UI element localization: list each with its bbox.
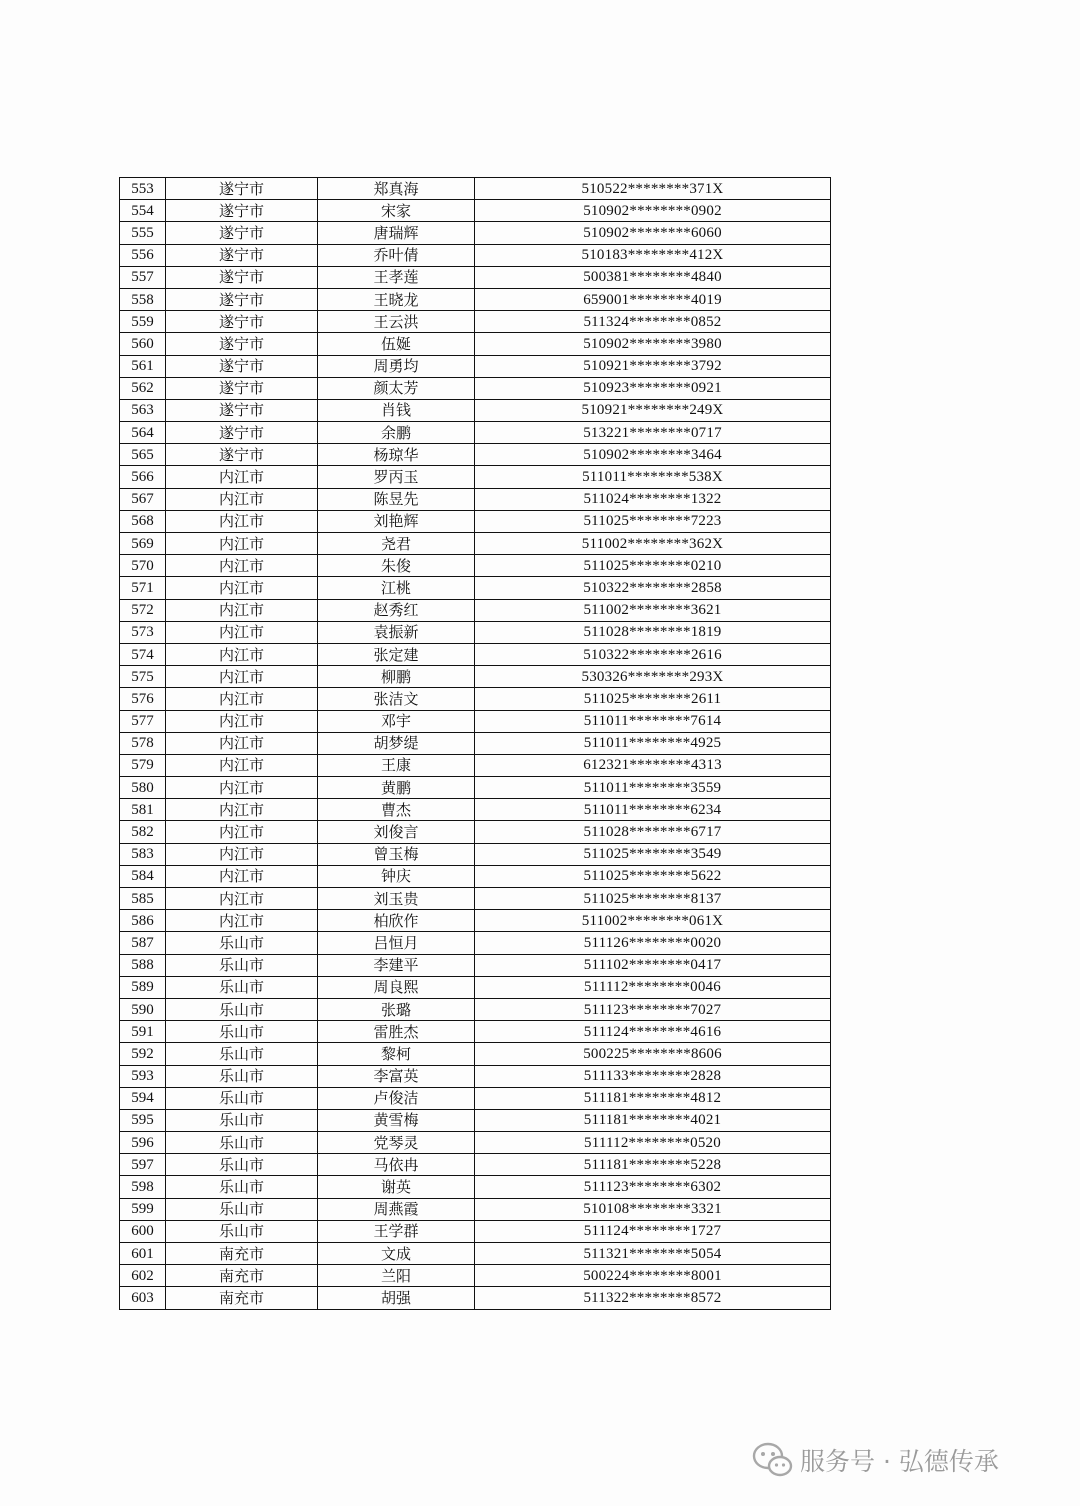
name-cell: 袁振新 [318, 621, 475, 643]
id-number-cell: 511321********5054 [475, 1243, 831, 1265]
name-cell: 王康 [318, 754, 475, 776]
id-number-cell: 511324********0852 [475, 311, 831, 333]
row-number-cell: 560 [120, 333, 166, 355]
table-row [120, 621, 831, 643]
id-number-cell: 511181********4021 [475, 1109, 831, 1131]
id-number-cell: 510921********3792 [475, 355, 831, 377]
id-number-cell: 513221********0717 [475, 422, 831, 444]
row-number-cell: 562 [120, 377, 166, 399]
roster-table-body [120, 178, 831, 1310]
id-number-cell: 500225********8606 [475, 1043, 831, 1065]
id-number-cell: 510522********371X [475, 178, 831, 200]
table-row [120, 288, 831, 310]
name-cell: 卢俊洁 [318, 1087, 475, 1109]
city-cell: 乐山市 [166, 1198, 318, 1220]
table-row [120, 821, 831, 843]
table-row [120, 333, 831, 355]
id-number-cell: 511025********7223 [475, 510, 831, 532]
row-number-cell: 582 [120, 821, 166, 843]
name-cell: 宋家 [318, 200, 475, 222]
id-number-cell: 510902********3464 [475, 444, 831, 466]
table-row [120, 1265, 831, 1287]
table-row [120, 599, 831, 621]
city-cell: 内江市 [166, 910, 318, 932]
table-row [120, 1087, 831, 1109]
table-row [120, 1176, 831, 1198]
row-number-cell: 561 [120, 355, 166, 377]
name-cell: 兰阳 [318, 1265, 475, 1287]
table-row [120, 222, 831, 244]
id-number-cell: 511011********538X [475, 466, 831, 488]
row-number-cell: 576 [120, 688, 166, 710]
name-cell: 曹杰 [318, 799, 475, 821]
city-cell: 内江市 [166, 754, 318, 776]
id-number-cell: 511112********0046 [475, 976, 831, 998]
table-row [120, 998, 831, 1020]
id-number-cell: 511011********7614 [475, 710, 831, 732]
id-number-cell: 510902********6060 [475, 222, 831, 244]
table-row [120, 710, 831, 732]
city-cell: 内江市 [166, 888, 318, 910]
row-number-cell: 593 [120, 1065, 166, 1087]
row-number-cell: 563 [120, 399, 166, 421]
city-cell: 遂宁市 [166, 422, 318, 444]
city-cell: 内江市 [166, 488, 318, 510]
table-row [120, 888, 831, 910]
city-cell: 乐山市 [166, 932, 318, 954]
city-cell: 内江市 [166, 732, 318, 754]
id-number-cell: 510322********2858 [475, 577, 831, 599]
city-cell: 乐山市 [166, 1021, 318, 1043]
id-number-cell: 511025********5622 [475, 865, 831, 887]
row-number-cell: 603 [120, 1287, 166, 1309]
city-cell: 内江市 [166, 688, 318, 710]
row-number-cell: 557 [120, 266, 166, 288]
city-cell: 遂宁市 [166, 266, 318, 288]
table-row [120, 910, 831, 932]
id-number-cell: 500381********4840 [475, 266, 831, 288]
city-cell: 南充市 [166, 1243, 318, 1265]
city-cell: 乐山市 [166, 1132, 318, 1154]
city-cell: 遂宁市 [166, 355, 318, 377]
row-number-cell: 583 [120, 843, 166, 865]
name-cell: 李建平 [318, 954, 475, 976]
table-row [120, 1065, 831, 1087]
id-number-cell: 510108********3321 [475, 1198, 831, 1220]
name-cell: 周良熙 [318, 976, 475, 998]
id-number-cell: 511025********8137 [475, 888, 831, 910]
row-number-cell: 571 [120, 577, 166, 599]
city-cell: 内江市 [166, 555, 318, 577]
name-cell: 黄鹏 [318, 777, 475, 799]
row-number-cell: 592 [120, 1043, 166, 1065]
table-row [120, 1287, 831, 1309]
city-cell: 遂宁市 [166, 288, 318, 310]
row-number-cell: 555 [120, 222, 166, 244]
city-cell: 内江市 [166, 510, 318, 532]
row-number-cell: 569 [120, 533, 166, 555]
name-cell: 胡强 [318, 1287, 475, 1309]
row-number-cell: 572 [120, 599, 166, 621]
name-cell: 余鹏 [318, 422, 475, 444]
row-number-cell: 589 [120, 976, 166, 998]
id-number-cell: 511024********1322 [475, 488, 831, 510]
name-cell: 颜太芳 [318, 377, 475, 399]
id-number-cell: 510322********2616 [475, 643, 831, 665]
row-number-cell: 602 [120, 1265, 166, 1287]
name-cell: 杨琼华 [318, 444, 475, 466]
city-cell: 内江市 [166, 621, 318, 643]
id-number-cell: 612321********4313 [475, 754, 831, 776]
row-number-cell: 570 [120, 555, 166, 577]
city-cell: 内江市 [166, 577, 318, 599]
table-row [120, 533, 831, 555]
table-row [120, 932, 831, 954]
id-number-cell: 511112********0520 [475, 1132, 831, 1154]
id-number-cell: 511102********0417 [475, 954, 831, 976]
row-number-cell: 573 [120, 621, 166, 643]
table-row [120, 865, 831, 887]
name-cell: 王学群 [318, 1220, 475, 1242]
row-number-cell: 601 [120, 1243, 166, 1265]
id-number-cell: 511025********0210 [475, 555, 831, 577]
city-cell: 南充市 [166, 1265, 318, 1287]
city-cell: 遂宁市 [166, 311, 318, 333]
name-cell: 朱俊 [318, 555, 475, 577]
id-number-cell: 510921********249X [475, 399, 831, 421]
city-cell: 内江市 [166, 865, 318, 887]
row-number-cell: 580 [120, 777, 166, 799]
name-cell: 陈昱先 [318, 488, 475, 510]
table-row [120, 444, 831, 466]
city-cell: 遂宁市 [166, 444, 318, 466]
id-number-cell: 530326********293X [475, 666, 831, 688]
table-row [120, 1043, 831, 1065]
name-cell: 周燕霞 [318, 1198, 475, 1220]
city-cell: 遂宁市 [166, 200, 318, 222]
id-number-cell: 511123********6302 [475, 1176, 831, 1198]
id-number-cell: 511124********1727 [475, 1220, 831, 1242]
id-number-cell: 511181********4812 [475, 1087, 831, 1109]
id-number-cell: 510183********412X [475, 244, 831, 266]
name-cell: 吕恒月 [318, 932, 475, 954]
row-number-cell: 559 [120, 311, 166, 333]
id-number-cell: 511011********6234 [475, 799, 831, 821]
city-cell: 乐山市 [166, 1087, 318, 1109]
id-number-cell: 511123********7027 [475, 998, 831, 1020]
row-number-cell: 577 [120, 710, 166, 732]
city-cell: 乐山市 [166, 1065, 318, 1087]
row-number-cell: 565 [120, 444, 166, 466]
row-number-cell: 558 [120, 288, 166, 310]
row-number-cell: 587 [120, 932, 166, 954]
city-cell: 乐山市 [166, 1043, 318, 1065]
city-cell: 乐山市 [166, 998, 318, 1020]
row-number-cell: 600 [120, 1220, 166, 1242]
id-number-cell: 511133********2828 [475, 1065, 831, 1087]
name-cell: 刘玉贵 [318, 888, 475, 910]
table-row [120, 799, 831, 821]
table-row [120, 843, 831, 865]
row-number-cell: 594 [120, 1087, 166, 1109]
name-cell: 尧君 [318, 533, 475, 555]
table-row [120, 466, 831, 488]
table-row [120, 244, 831, 266]
id-number-cell: 659001********4019 [475, 288, 831, 310]
table-row [120, 399, 831, 421]
table-row [120, 311, 831, 333]
row-number-cell: 568 [120, 510, 166, 532]
city-cell: 遂宁市 [166, 244, 318, 266]
city-cell: 内江市 [166, 533, 318, 555]
name-cell: 肖钱 [318, 399, 475, 421]
name-cell: 王云洪 [318, 311, 475, 333]
row-number-cell: 574 [120, 643, 166, 665]
id-number-cell: 511124********4616 [475, 1021, 831, 1043]
table-row [120, 355, 831, 377]
table-row [120, 200, 831, 222]
city-cell: 遂宁市 [166, 178, 318, 200]
table-row [120, 732, 831, 754]
city-cell: 内江市 [166, 666, 318, 688]
table-row [120, 666, 831, 688]
roster-table [119, 177, 831, 1310]
name-cell: 胡梦缇 [318, 732, 475, 754]
name-cell: 黎柯 [318, 1043, 475, 1065]
id-number-cell: 511011********3559 [475, 777, 831, 799]
name-cell: 刘艳辉 [318, 510, 475, 532]
id-number-cell: 511028********6717 [475, 821, 831, 843]
name-cell: 柳鹏 [318, 666, 475, 688]
id-number-cell: 510902********0902 [475, 200, 831, 222]
name-cell: 乔叶倩 [318, 244, 475, 266]
name-cell: 党琴灵 [318, 1132, 475, 1154]
row-number-cell: 575 [120, 666, 166, 688]
city-cell: 遂宁市 [166, 399, 318, 421]
name-cell: 张洁文 [318, 688, 475, 710]
id-number-cell: 510923********0921 [475, 377, 831, 399]
row-number-cell: 599 [120, 1198, 166, 1220]
id-number-cell: 511126********0020 [475, 932, 831, 954]
name-cell: 邓宇 [318, 710, 475, 732]
row-number-cell: 578 [120, 732, 166, 754]
row-number-cell: 564 [120, 422, 166, 444]
city-cell: 内江市 [166, 599, 318, 621]
name-cell: 伍娫 [318, 333, 475, 355]
city-cell: 遂宁市 [166, 222, 318, 244]
name-cell: 黄雪梅 [318, 1109, 475, 1131]
id-number-cell: 511181********5228 [475, 1154, 831, 1176]
table-row [120, 1243, 831, 1265]
name-cell: 郑真海 [318, 178, 475, 200]
table-row [120, 754, 831, 776]
table-row [120, 1109, 831, 1131]
table-row [120, 777, 831, 799]
name-cell: 赵秀红 [318, 599, 475, 621]
row-number-cell: 591 [120, 1021, 166, 1043]
row-number-cell: 581 [120, 799, 166, 821]
city-cell: 乐山市 [166, 1220, 318, 1242]
name-cell: 张定建 [318, 643, 475, 665]
city-cell: 乐山市 [166, 954, 318, 976]
row-number-cell: 586 [120, 910, 166, 932]
city-cell: 内江市 [166, 710, 318, 732]
name-cell: 曾玉梅 [318, 843, 475, 865]
id-number-cell: 511011********4925 [475, 732, 831, 754]
city-cell: 内江市 [166, 643, 318, 665]
name-cell: 王孝莲 [318, 266, 475, 288]
name-cell: 谢英 [318, 1176, 475, 1198]
table-row [120, 1132, 831, 1154]
id-number-cell: 511002********3621 [475, 599, 831, 621]
city-cell: 乐山市 [166, 1154, 318, 1176]
row-number-cell: 585 [120, 888, 166, 910]
table-row [120, 422, 831, 444]
row-number-cell: 588 [120, 954, 166, 976]
id-number-cell: 511002********061X [475, 910, 831, 932]
row-number-cell: 553 [120, 178, 166, 200]
city-cell: 南充市 [166, 1287, 318, 1309]
table-row [120, 577, 831, 599]
table-row [120, 1154, 831, 1176]
table-row [120, 178, 831, 200]
city-cell: 内江市 [166, 821, 318, 843]
row-number-cell: 595 [120, 1109, 166, 1131]
row-number-cell: 597 [120, 1154, 166, 1176]
name-cell: 李富英 [318, 1065, 475, 1087]
city-cell: 内江市 [166, 843, 318, 865]
row-number-cell: 566 [120, 466, 166, 488]
table-row [120, 976, 831, 998]
id-number-cell: 511025********2611 [475, 688, 831, 710]
id-number-cell: 511025********3549 [475, 843, 831, 865]
table-row [120, 510, 831, 532]
city-cell: 乐山市 [166, 1109, 318, 1131]
city-cell: 内江市 [166, 777, 318, 799]
id-number-cell: 511322********8572 [475, 1287, 831, 1309]
row-number-cell: 567 [120, 488, 166, 510]
name-cell: 柏欣作 [318, 910, 475, 932]
id-number-cell: 510902********3980 [475, 333, 831, 355]
row-number-cell: 596 [120, 1132, 166, 1154]
name-cell: 雷胜杰 [318, 1021, 475, 1043]
city-cell: 乐山市 [166, 1176, 318, 1198]
watermark [752, 1440, 999, 1480]
row-number-cell: 556 [120, 244, 166, 266]
row-number-cell: 598 [120, 1176, 166, 1198]
table-row [120, 1021, 831, 1043]
row-number-cell: 584 [120, 865, 166, 887]
city-cell: 乐山市 [166, 976, 318, 998]
id-number-cell: 511002********362X [475, 533, 831, 555]
watermark-text: 服务号 · 弘德传承 [800, 1447, 999, 1476]
name-cell: 罗丙玉 [318, 466, 475, 488]
city-cell: 内江市 [166, 799, 318, 821]
name-cell: 刘俊言 [318, 821, 475, 843]
name-cell: 唐瑞辉 [318, 222, 475, 244]
city-cell: 遂宁市 [166, 377, 318, 399]
name-cell: 钟庆 [318, 865, 475, 887]
table-row [120, 643, 831, 665]
name-cell: 周勇均 [318, 355, 475, 377]
name-cell: 江桃 [318, 577, 475, 599]
row-number-cell: 579 [120, 754, 166, 776]
table-row [120, 266, 831, 288]
wechat-icon [752, 1440, 794, 1480]
table-row [120, 555, 831, 577]
table-row [120, 377, 831, 399]
name-cell: 张璐 [318, 998, 475, 1020]
table-row [120, 1198, 831, 1220]
id-number-cell: 500224********8001 [475, 1265, 831, 1287]
name-cell: 马依冉 [318, 1154, 475, 1176]
table-row [120, 488, 831, 510]
table-row [120, 1220, 831, 1242]
table-row [120, 688, 831, 710]
table-row [120, 954, 831, 976]
id-number-cell: 511028********1819 [475, 621, 831, 643]
name-cell: 文成 [318, 1243, 475, 1265]
row-number-cell: 554 [120, 200, 166, 222]
city-cell: 内江市 [166, 466, 318, 488]
name-cell: 王晓龙 [318, 288, 475, 310]
city-cell: 遂宁市 [166, 333, 318, 355]
row-number-cell: 590 [120, 998, 166, 1020]
